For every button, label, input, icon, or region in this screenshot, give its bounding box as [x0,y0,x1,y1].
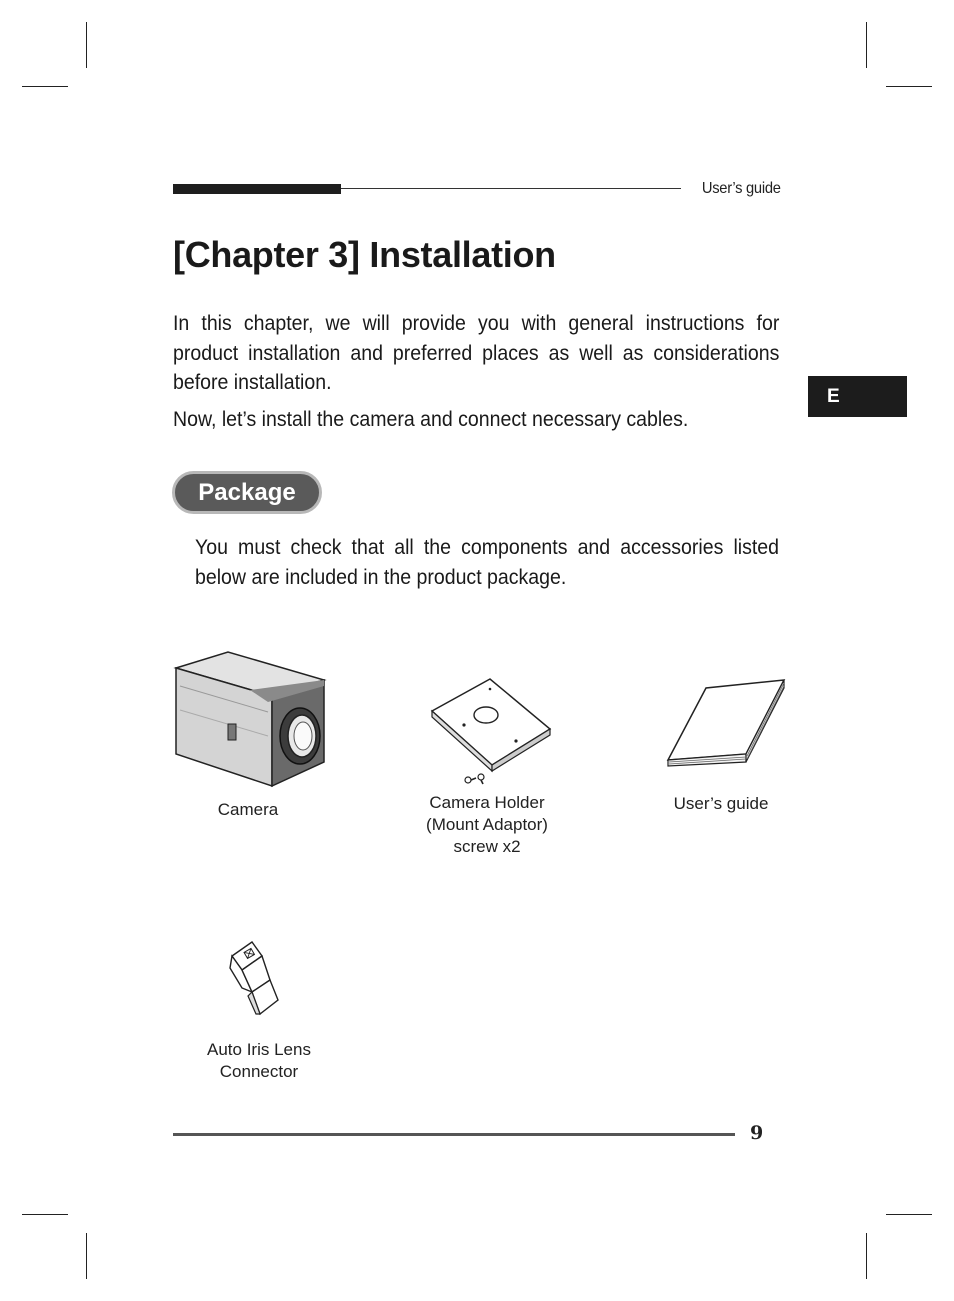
item-label-camera-holder [407,792,567,858]
item-label-line: Camera [217,800,279,819]
crop-mark [22,1214,68,1215]
language-tab: E [808,376,907,417]
item-label-line: User’s guide [673,794,769,813]
header-label: User’s guide [702,180,781,197]
intro-paragraph: In this chapter, we will provide you with general instructions for product installation and preferred places as well as considerations before installation. [173,312,780,394]
intro-paragraph-2: Now, let’s install the camera and connect necessary cables. [173,408,689,431]
camera-icon [172,650,328,790]
header-rule-thick [173,184,341,194]
auto-iris-connector-icon [226,938,284,1020]
item-label-camera [188,799,308,821]
item-label-line: screw x2 [453,837,521,856]
crop-mark [86,1233,87,1279]
crop-mark [886,1214,932,1215]
camera-holder-icon [428,675,554,790]
chapter-title: [Chapter 3] Installation [173,234,556,275]
crop-mark [866,22,867,68]
item-label-line: Camera Holder [429,793,545,812]
package-description: You must check that all the components and accessories listed below are included in the product package. [195,536,780,589]
footer-rule [173,1133,735,1136]
page-number: 9 [750,1122,764,1144]
users-guide-icon [664,676,788,770]
item-label-auto-iris-connector [184,1039,334,1083]
crop-mark [886,86,932,87]
item-label-line: (Mount Adaptor) [426,815,548,834]
section-heading-package: Package [172,471,322,514]
item-label-users-guide [651,793,791,815]
crop-mark [22,86,68,87]
crop-mark [866,1233,867,1279]
crop-mark [86,22,87,68]
header-rule-thin [341,188,681,189]
item-label-line: Auto Iris Lens [207,1040,311,1059]
item-label-line: Connector [219,1062,299,1081]
